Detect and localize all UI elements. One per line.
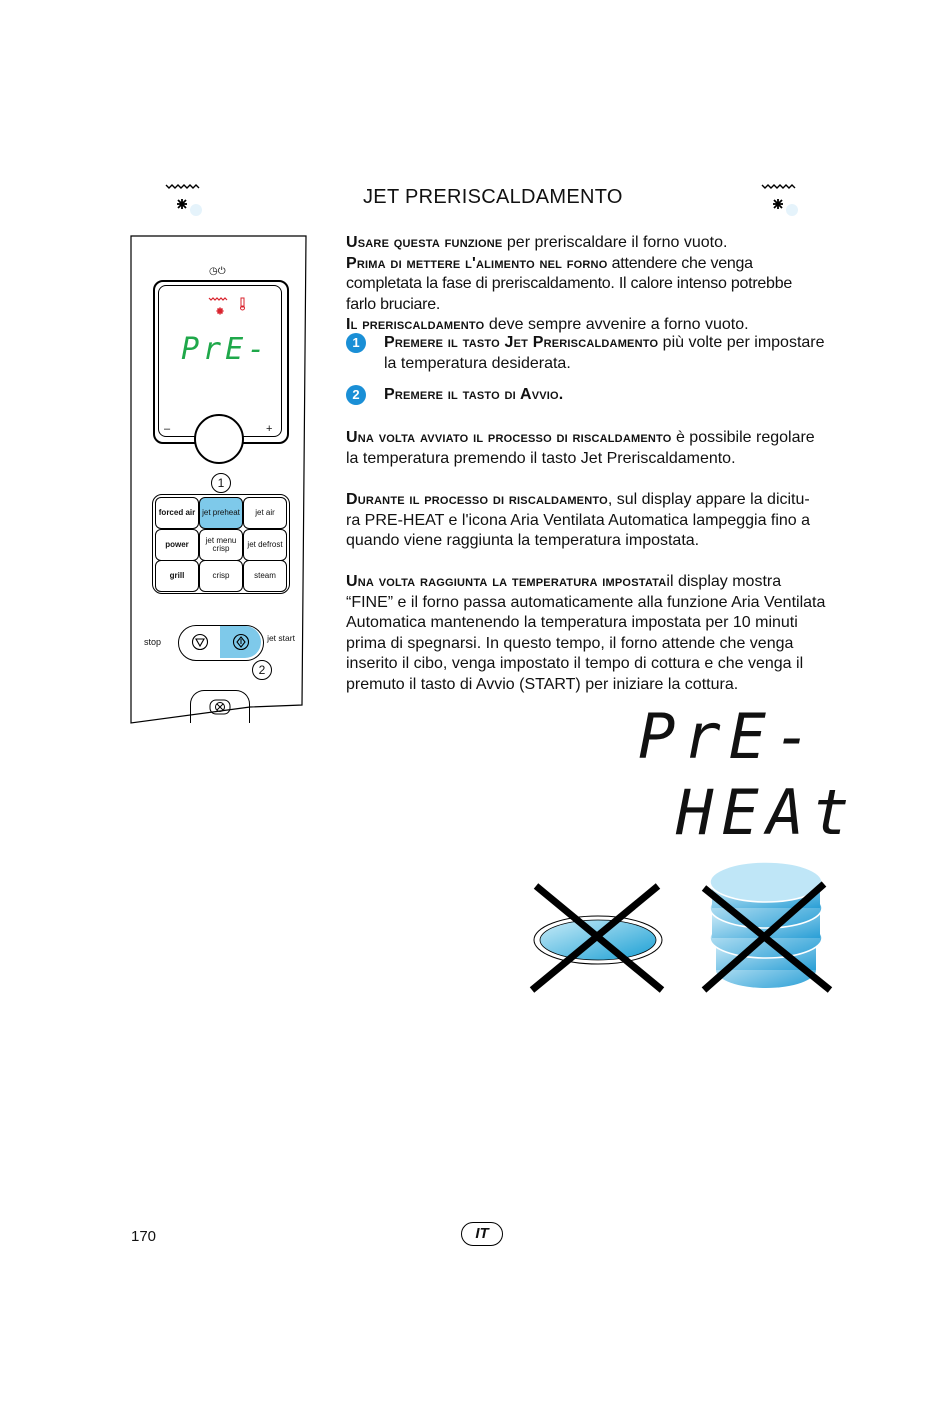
big-display-line2: HEAt	[676, 776, 858, 849]
page-number: 170	[131, 1228, 157, 1245]
power-button[interactable]: power	[155, 529, 199, 561]
paragraph-reached	[346, 572, 828, 695]
selector-knob[interactable]	[194, 414, 244, 464]
callout-2: 2	[252, 660, 272, 680]
step-2	[384, 385, 830, 406]
language-badge: IT	[461, 1222, 503, 1246]
p1-lead: Usare questa funzione	[346, 234, 503, 251]
steam-button[interactable]: steam	[243, 560, 287, 592]
paragraph-during	[346, 490, 812, 552]
stop-button[interactable]	[181, 628, 219, 656]
back-button[interactable]	[190, 690, 250, 723]
stacked-dishes-crossed-icon	[698, 858, 834, 994]
step-2-badge: 2	[346, 385, 366, 405]
stop-icon	[191, 633, 209, 651]
step1-lead: Premere il tasto Jet Preriscaldamento	[384, 334, 659, 351]
jet-start-label: jet start	[267, 633, 295, 643]
grill-button[interactable]: grill	[155, 560, 199, 592]
step1-text: più volte per impostare la temperatura desiderata.	[384, 334, 825, 372]
p3-lead: Il preriscaldamento	[346, 316, 485, 333]
jet-start-button[interactable]	[220, 626, 261, 658]
step-1-badge: 1	[346, 333, 366, 353]
forced-air-button[interactable]: forced air	[155, 497, 199, 529]
p4-text: è possibile regolare la temperatura premendo il tasto Jet Preriscaldamento.	[346, 429, 815, 467]
flat-dish-crossed-icon	[528, 882, 668, 994]
jet-air-button[interactable]: jet air	[243, 497, 287, 529]
jet-menu-crisp-button[interactable]: jet menu crisp	[199, 529, 243, 561]
p2-lead: Prima di mettere l'alimento nel forno	[346, 254, 608, 272]
callout-1: 1	[211, 473, 231, 493]
minus-label: –	[164, 423, 171, 435]
stop-label: stop	[144, 637, 162, 647]
p1-text: per preriscaldare il forno vuoto.	[502, 234, 728, 251]
cancel-icon	[209, 699, 231, 715]
crisp-button[interactable]: crisp	[199, 560, 243, 592]
header-left-fan-icon	[164, 182, 204, 218]
header-right-fan-icon	[760, 182, 800, 218]
paragraph-adjust	[346, 428, 826, 469]
step-1	[384, 333, 830, 374]
jet-preheat-button[interactable]: jet preheat	[199, 497, 243, 529]
jet-defrost-button[interactable]: jet defrost	[243, 529, 287, 561]
step2-lead: Premere il tasto di Avvio.	[384, 386, 564, 403]
display-readout: PrE-	[181, 332, 270, 367]
p4-lead: Una volta avviato il processo di riscaldamento	[346, 429, 672, 446]
p6-text: il display mostra “FINE” e il forno passa automaticamente alla funzione Aria Ventilata Automatica mantenendo la temperatura impostata per 10 minuti prima di spegnarsi. In questo tempo, il forno attende che venga inserito il cibo, venga impostato il tempo di cottura e che venga il premuto il tasto di Avvio (START) per iniziare la cottura.	[346, 573, 826, 693]
p5-lead: Durante il processo di riscaldamento	[346, 491, 608, 508]
clock-power-icon: ◷⏻	[209, 266, 226, 277]
paragraph-intro	[346, 233, 826, 336]
start-icon	[232, 633, 250, 651]
big-display-line1: PrE-	[638, 700, 820, 773]
display-indicator-icons	[207, 296, 251, 318]
page-title: JET PRERISCALDAMENTO	[363, 186, 623, 208]
p5-text: , sul display appare la dicitu-ra PRE-HEAT e l'icona Aria Ventilata Automatica lampeggia fino a quando viene raggiunta la temperatura impostata.	[346, 491, 811, 549]
p3-text: deve sempre avvenire a forno vuoto.	[484, 316, 749, 333]
plus-label: +	[266, 423, 273, 435]
p2-text: attendere che venga completata la fase di preriscaldamento. Il calore intenso potrebbe farlo bruciare.	[346, 254, 792, 313]
p6-lead: Una volta raggiunta la temperatura impostata	[346, 573, 667, 590]
